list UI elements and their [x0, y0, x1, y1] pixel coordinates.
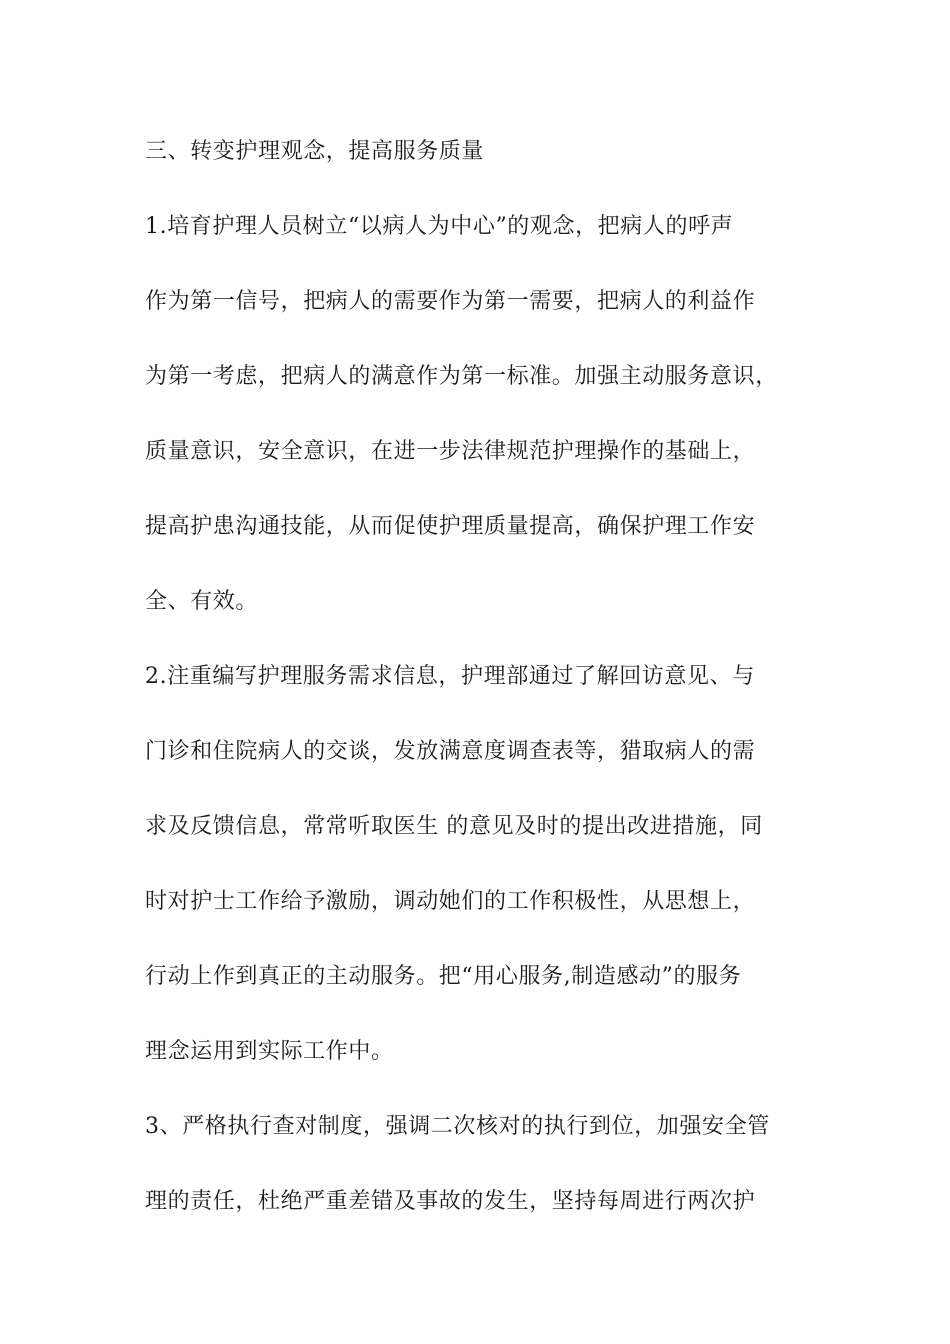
text-line: 提高护患沟通技能，从而促使护理质量提高，确保护理工作安: [145, 514, 756, 539]
text-line: 1.培育护理人员树立“以病人为中心”的观念，把病人的呼声: [145, 214, 734, 239]
text-line: 求及反馈信息，常常听取医生 的意见及时的提出改进措施，同: [145, 814, 763, 839]
text-line: 门诊和住院病人的交谈，发放满意度调查表等，猎取病人的需: [145, 739, 756, 764]
text-line: 作为第一信号，把病人的需要作为第一需要，把病人的利益作: [145, 289, 756, 314]
text-line: 2.注重编写护理服务需求信息，护理部通过了解回访意见、与: [145, 664, 755, 689]
text-line: 时对护士工作给予激励，调动她们的工作积极性，从思想上，: [145, 889, 756, 914]
text-line: 行动上作到真正的主动服务。把“用心服务,制造感动”的服务: [145, 964, 742, 989]
text-line: 为第一考虑，把病人的满意作为第一标准。加强主动服务意识，: [145, 364, 778, 389]
text-line: 质量意识，安全意识，在进一步法律规范护理操作的基础上，: [145, 439, 756, 464]
section-heading: 三、转变护理观念，提高服务质量: [145, 139, 485, 164]
text-line: 全、有效。: [145, 589, 259, 614]
text-line: 3、严格执行查对制度，强调二次核对的执行到位，加强安全管: [145, 1114, 770, 1139]
text-line: 理的责任，杜绝严重差错及事故的发生，坚持每周进行两次护: [145, 1189, 756, 1214]
text-line: 理念运用到实际工作中。: [145, 1039, 394, 1064]
